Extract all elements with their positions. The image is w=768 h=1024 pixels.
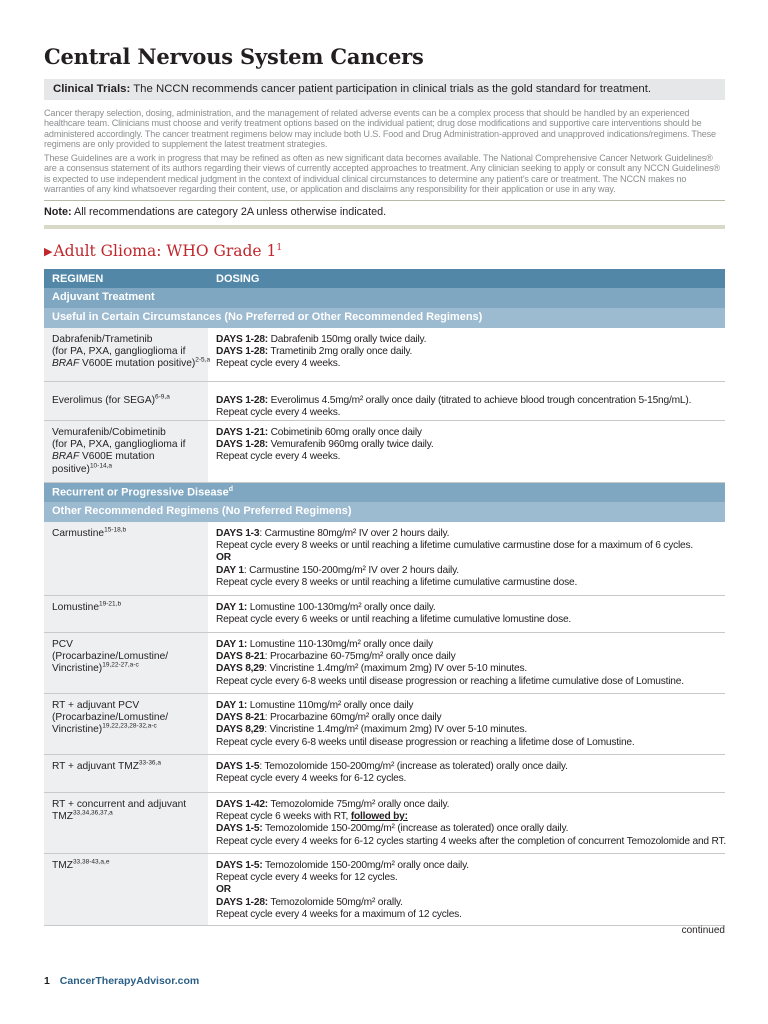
dosing-or: OR bbox=[216, 884, 231, 896]
page-title: Central Nervous System Cancers bbox=[44, 44, 424, 69]
dosing-line bbox=[216, 761, 719, 773]
regimen-table bbox=[44, 269, 725, 926]
regimen-name-text: Lomustine bbox=[52, 602, 100, 613]
regimen-cell bbox=[44, 793, 208, 853]
column-header-regimen: REGIMEN bbox=[52, 273, 104, 285]
table-row bbox=[44, 633, 725, 694]
dosing-line bbox=[216, 897, 719, 909]
note-label: Note: bbox=[44, 206, 72, 218]
dosing-line bbox=[216, 712, 719, 724]
section-title-text: Adult Glioma: WHO Grade 1 bbox=[53, 242, 277, 260]
regimen-name: (for PA, PXA, ganglioglioma if bbox=[52, 346, 186, 358]
regimen-name-text: Everolimus (for SEGA) bbox=[52, 395, 156, 406]
dosing-line bbox=[216, 528, 719, 540]
dosing-line bbox=[216, 552, 719, 564]
footnote-ref: 6-9,a bbox=[155, 393, 170, 401]
dosing-days: DAYS 1-42: bbox=[216, 799, 268, 810]
dosing-text: Dabrafenib 150mg orally twice daily. bbox=[267, 334, 427, 345]
dosing-days: DAYS 1-28: bbox=[216, 896, 268, 908]
regimen-name bbox=[52, 464, 202, 476]
dosing-text: Everolimus 4.5mg/m² orally once daily (titrated to achieve blood trough concentration 5-15ng/mL). bbox=[267, 395, 692, 406]
band-recurrent-text: Recurrent or Progressive Disease bbox=[52, 486, 229, 499]
dosing-days: DAY 1: bbox=[216, 700, 248, 711]
footnote-ref: 33,34,36,37,a bbox=[72, 809, 113, 817]
dosing-text: Cobimetinib 60mg orally once daily bbox=[267, 427, 422, 438]
regimen-name bbox=[52, 357, 211, 370]
dosing-days: DAYS 1-3 bbox=[216, 528, 260, 539]
table-row bbox=[44, 854, 725, 926]
regimen-name bbox=[52, 602, 202, 614]
regimen-name: RT + adjuvant PCV bbox=[52, 700, 140, 711]
dosing-days: DAYS 1-28: bbox=[216, 334, 268, 345]
dosing-days: DAY 1: bbox=[216, 639, 248, 650]
regimen-name-italic: BRAF bbox=[52, 451, 80, 463]
dosing-cell bbox=[208, 755, 725, 792]
regimen-name bbox=[52, 451, 202, 463]
footer bbox=[44, 975, 199, 987]
triangle-marker-icon: ▶ bbox=[44, 245, 53, 258]
dosing-text: Temozolomide 75mg/m² orally once daily. bbox=[267, 799, 450, 810]
dosing-days: DAYS 1-5 bbox=[216, 761, 260, 772]
divider-thick bbox=[44, 225, 725, 229]
dosing-line bbox=[216, 395, 719, 407]
regimen-name: Vemurafenib/Cobimetinib bbox=[52, 427, 166, 438]
dosing-days: DAY 1 bbox=[216, 564, 244, 576]
dosing-text: Lomustine 110-130mg/m² orally once daily bbox=[247, 639, 433, 650]
dosing-line bbox=[216, 334, 719, 346]
regimen-cell bbox=[44, 328, 211, 381]
clinical-trials-label: Clinical Trials: bbox=[53, 83, 131, 95]
dosing-line bbox=[216, 346, 719, 358]
dosing-or: OR bbox=[216, 552, 231, 564]
dosing-line bbox=[216, 602, 719, 614]
dosing-days: DAYS 1-5: bbox=[216, 823, 263, 835]
note bbox=[44, 206, 386, 218]
footnote-ref: 10-14,a bbox=[89, 462, 112, 470]
regimen-name-text: TMZ bbox=[52, 860, 73, 871]
regimen-name: (Procarbazine/Lomustine/ bbox=[52, 651, 169, 663]
clinical-trials-banner bbox=[44, 79, 725, 100]
regimen-cell bbox=[44, 522, 208, 595]
dosing-line: Repeat cycle every 4 weeks for 6-12 cycles. bbox=[216, 773, 407, 785]
regimen-name-text: TMZ bbox=[52, 811, 73, 823]
footnote-ref: 19,22,23,28-32,a-c bbox=[102, 723, 157, 731]
dosing-cell bbox=[208, 421, 725, 482]
dosing-text: Repeat cycle 6 weeks with RT, bbox=[216, 811, 351, 823]
regimen-name: Dabrafenib/Trametinib bbox=[52, 334, 153, 345]
dosing-text: Vemurafenib 960mg orally twice daily. bbox=[267, 439, 434, 451]
dosing-days: DAYS 8-21 bbox=[216, 651, 265, 663]
dosing-line bbox=[216, 439, 719, 451]
dosing-line bbox=[216, 724, 719, 736]
regimen-cell bbox=[44, 596, 208, 632]
regimen-name bbox=[52, 761, 202, 773]
dosing-line bbox=[216, 799, 719, 811]
disclaimer-paragraph-1: Cancer therapy selection, dosing, administration, and the management of related adverse events can be a complex process that should be handled by an experienced healthcare team. Clinicians must choose and verify treatment options based on the individual patient; drug dose modifications and supportive care interventions should be administered accordingly. The cancer treatment regimens below may include both U.S. Food and Drug Administration-approved and unapproved indications/regimens. These regimens are only provided to supplement the latest treatment strategies. bbox=[44, 108, 716, 150]
dosing-days: DAYS 1-5: bbox=[216, 860, 263, 871]
dosing-days: DAYS 8,29 bbox=[216, 724, 265, 736]
dosing-text: Temozolomide 150-200mg/m² orally once daily. bbox=[262, 860, 469, 871]
dosing-line: Repeat cycle every 8 weeks or until reaching a lifetime cumulative carmustine dose. bbox=[216, 576, 578, 588]
regimen-name bbox=[52, 528, 202, 540]
note-text: All recommendations are category 2A unless otherwise indicated. bbox=[71, 206, 387, 218]
dosing-line bbox=[216, 884, 719, 896]
table-row bbox=[44, 694, 725, 755]
regimen-name bbox=[52, 860, 202, 872]
dosing-line bbox=[216, 565, 719, 577]
dosing-line: Repeat cycle every 4 weeks for 12 cycles. bbox=[216, 872, 398, 884]
regimen-name-text: Vincristine) bbox=[52, 724, 103, 736]
regimen-name: (for PA, PXA, ganglioglioma if bbox=[52, 439, 186, 451]
dosing-cell bbox=[208, 328, 725, 381]
dosing-text: : Carmustine 80mg/m² IV over 2 hours daily. bbox=[259, 528, 450, 539]
dosing-text: : Carmustine 150-200mg/m² IV over 2 hours daily. bbox=[243, 564, 459, 576]
footnote-ref: 33,38-43,a,e bbox=[72, 858, 110, 866]
table-row bbox=[44, 522, 725, 596]
band-recurrent-progressive bbox=[44, 483, 725, 502]
dosing-line bbox=[216, 663, 719, 675]
regimen-name-italic: BRAF bbox=[52, 358, 80, 370]
regimen-cell bbox=[44, 854, 208, 925]
dosing-text: Temozolomide 50mg/m² orally. bbox=[267, 896, 403, 908]
regimen-cell bbox=[44, 421, 208, 482]
footnote-ref: 15-18,b bbox=[104, 526, 127, 534]
dosing-text: : Procarbazine 60-75mg/m² orally once daily bbox=[264, 651, 456, 663]
dosing-text: : Vincristine 1.4mg/m² (maximum 2mg) IV over 5-10 minutes. bbox=[264, 724, 528, 736]
footnote-ref: 19-21,b bbox=[99, 600, 122, 608]
dosing-days: DAYS 8,29 bbox=[216, 663, 265, 675]
regimen-name-text: positive) bbox=[52, 463, 90, 475]
table-row bbox=[44, 382, 725, 421]
dosing-cell bbox=[208, 633, 725, 693]
dosing-days: DAYS 1-28: bbox=[216, 395, 268, 406]
table-row bbox=[44, 793, 725, 854]
divider bbox=[44, 200, 725, 201]
dosing-cell bbox=[208, 382, 725, 420]
dosing-line: Repeat cycle every 4 weeks for 6-12 cycles starting 4 weeks after the completion of concurrent Temozolomide and RT. bbox=[216, 835, 727, 847]
regimen-cell bbox=[44, 382, 208, 420]
table-header bbox=[44, 269, 725, 288]
dosing-line: Repeat cycle every 4 weeks. bbox=[216, 451, 341, 463]
disclaimer-paragraph-2: These Guidelines are a work in progress that may be refined as often as new significant data becomes available. The National Comprehensive Cancer Network Guidelines® are a consensus statement of its authors regarding their views of currently accepted approaches to treatment. Any clinician seeking to apply or consult any NCCN Guidelines® is expected to use independent medical judgment in the context of individual clinical circumstances to determine any patient's care or treatment. The NCCN makes no warranties of any kind whatsoever regarding their content, use, or application and disclaims any responsibility for their application or use in any way. bbox=[44, 153, 720, 195]
dosing-cell bbox=[208, 596, 725, 632]
dosing-line bbox=[216, 700, 719, 712]
regimen-name: V600E mutation positive) bbox=[79, 358, 196, 370]
dosing-line bbox=[216, 651, 719, 663]
table-row bbox=[44, 328, 725, 382]
table-row bbox=[44, 421, 725, 483]
band-other-recommended: Other Recommended Regimens (No Preferred Regimens) bbox=[44, 502, 725, 522]
dosing-days: DAYS 8-21 bbox=[216, 712, 265, 724]
dosing-line bbox=[216, 639, 719, 651]
regimen-cell bbox=[44, 633, 208, 693]
dosing-days: DAYS 1-28: bbox=[216, 439, 268, 451]
footnote-ref: d bbox=[228, 486, 233, 493]
dosing-line: Repeat cycle every 4 weeks. bbox=[216, 358, 341, 370]
dosing-text: Temozolomide 150-200mg/m² (increase as tolerated) once orally daily. bbox=[262, 823, 569, 835]
dosing-text: Lomustine 110mg/m² orally once daily bbox=[247, 700, 414, 711]
page-number: 1 bbox=[44, 975, 50, 987]
regimen-name-text: Carmustine bbox=[52, 528, 105, 539]
dosing-days: DAY 1: bbox=[216, 602, 248, 613]
dosing-line bbox=[216, 427, 719, 439]
regimen-name: PCV bbox=[52, 639, 73, 650]
dosing-line: Repeat cycle every 6-8 weeks until disease progression or reaching a lifetime dose of Lomustine. bbox=[216, 736, 635, 748]
dosing-line: Repeat cycle every 6-8 weeks until disease progression or reaching a lifetime cumulative dose of Lomustine. bbox=[216, 675, 684, 687]
regimen-name: V600E mutation bbox=[79, 451, 155, 463]
dosing-days: DAYS 1-28: bbox=[216, 346, 268, 358]
regimen-cell bbox=[44, 694, 208, 754]
regimen-name bbox=[52, 811, 202, 823]
band-adjuvant-treatment: Adjuvant Treatment bbox=[44, 288, 725, 308]
dosing-cell bbox=[208, 793, 725, 853]
footnote-ref: 19,22-27,a-c bbox=[102, 662, 139, 670]
dosing-line: Repeat cycle every 4 weeks for a maximum of 12 cycles. bbox=[216, 908, 462, 920]
dosing-text: Lomustine 100-130mg/m² orally once daily. bbox=[247, 602, 436, 613]
footnote-ref: 33-36,a bbox=[138, 759, 161, 767]
dosing-cell bbox=[208, 694, 725, 754]
table-row bbox=[44, 596, 725, 633]
section-title bbox=[44, 242, 282, 260]
table-row bbox=[44, 755, 725, 793]
dosing-cell bbox=[208, 522, 725, 595]
dosing-line bbox=[216, 811, 719, 823]
dosing-text: : Vincristine 1.4mg/m² (maximum 2mg) IV over 5-10 minutes. bbox=[264, 663, 528, 675]
regimen-name-text: Vincristine) bbox=[52, 663, 103, 675]
clinical-trials-text: The NCCN recommends cancer patient participation in clinical trials as the gold standard for treatment. bbox=[130, 83, 652, 95]
regimen-name: (Procarbazine/Lomustine/ bbox=[52, 712, 169, 724]
dosing-line: Repeat cycle every 8 weeks or until reaching a lifetime cumulative carmustine dose for a maximum of 6 cycles. bbox=[216, 540, 694, 552]
dosing-line bbox=[216, 823, 719, 835]
dosing-days: DAYS 1-21: bbox=[216, 427, 268, 438]
section-title-footnote: 1 bbox=[276, 242, 283, 253]
dosing-text: Trametinib 2mg orally once daily. bbox=[267, 346, 413, 358]
regimen-name: RT + concurrent and adjuvant bbox=[52, 799, 187, 810]
column-header-dosing: DOSING bbox=[216, 273, 260, 285]
band-useful-certain-circumstances: Useful in Certain Circumstances (No Preferred or Other Recommended Regimens) bbox=[44, 308, 725, 328]
regimen-name bbox=[52, 663, 202, 675]
continued-label: continued bbox=[681, 925, 725, 936]
dosing-text: : Procarbazine 60mg/m² orally once daily bbox=[264, 712, 442, 724]
dosing-line: Repeat cycle every 4 weeks. bbox=[216, 407, 341, 419]
dosing-line: Repeat cycle every 6 weeks or until reaching a lifetime cumulative lomustine dose. bbox=[216, 614, 572, 626]
regimen-cell bbox=[44, 755, 208, 792]
dosing-text: : Temozolomide 150-200mg/m² (increase as tolerated) orally once daily. bbox=[259, 761, 568, 772]
regimen-name bbox=[52, 395, 202, 407]
regimen-name bbox=[52, 724, 202, 736]
dosing-line bbox=[216, 860, 719, 872]
footer-site-link[interactable]: CancerTherapyAdvisor.com bbox=[59, 975, 200, 987]
dosing-cell bbox=[208, 854, 725, 925]
footnote-ref: 2-5,a bbox=[195, 357, 211, 365]
regimen-name-text: RT + adjuvant TMZ bbox=[52, 761, 139, 772]
dosing-followed-by: followed by: bbox=[350, 811, 408, 823]
